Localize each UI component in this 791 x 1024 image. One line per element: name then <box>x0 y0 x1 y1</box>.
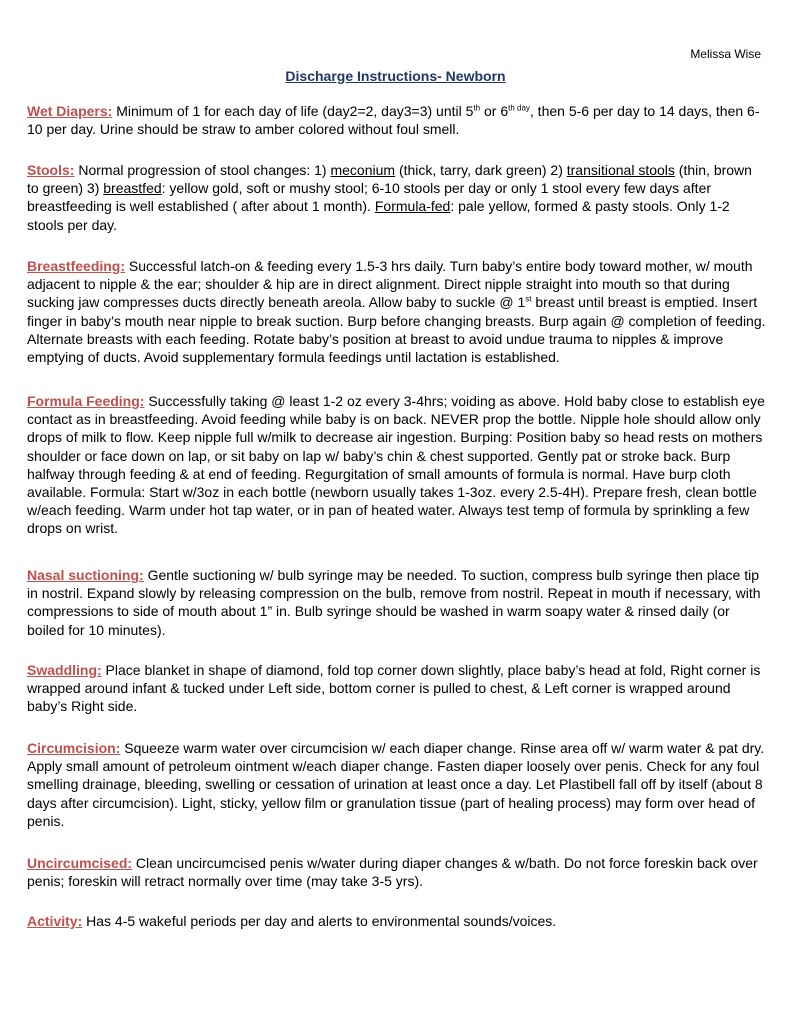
section-swaddling <box>27 661 767 716</box>
section-text: Squeeze warm water over circumcision w/ each diaper change. Rinse area off w/ warm water & pat dry. Apply small amount of petroleum ointment w/each diaper change. Fasten diaper loosely over penis. Check for any foul smelling drainage, bleeding, swelling or cessation of urination at least once a day. Let Plastibell fall off by itself (about 8 days after circumcision). Light, sticky, yellow film or granulation tissue (part of healing process) may form over head of penis. <box>27 740 765 829</box>
section-heading: Wet Diapers: <box>27 103 113 119</box>
section-text: Gentle suctioning w/ bulb syringe may be needed. To suction, compress bulb syringe then place tip in nostril. Expand slowly by releasing compression on the bulb, remove from nostril. Repeat in mouth if necessary, with compressions to side of mouth about 1” in. Bulb syringe should be washed in warm soapy water & rinsed daily (or boiled for 10 minutes). <box>27 567 761 638</box>
section-text: (thick, tarry, dark green) 2) <box>395 162 567 178</box>
section-text: Place blanket in shape of diamond, fold top corner down slightly, place baby’s head at fold, Right corner is wrapped around infant & tucked under Left side, bottom corner is pulled to chest, & Left corner is wrapped around baby’s Right side. <box>27 662 761 715</box>
section-stools <box>27 161 767 234</box>
underlined-term: meconium <box>330 162 396 178</box>
section-activity <box>27 912 767 930</box>
section-text: (thin, brown to green) 3) <box>27 162 752 197</box>
section-heading: Breastfeeding: <box>27 258 126 274</box>
section-heading: Stools: <box>27 162 75 178</box>
superscript: th <box>473 103 481 113</box>
section-heading: Swaddling: <box>27 662 102 678</box>
section-nasal-suctioning <box>27 566 767 639</box>
section-text: Has 4-5 wakeful periods per day and alerts to environmental sounds/voices. <box>82 913 557 929</box>
section-text: Successful latch-on & feeding every 1.5-3 hrs daily. Turn baby’s entire body toward mother, w/ mouth adjacent to nipple & the ear; shoulder & hip are in direct alignment. Direct nipple straight into mouth so that during sucking jaw compresses ducts directly beneath areola. Allow baby to suckle @ 1 <box>27 258 753 311</box>
section-text: : pale yellow, formed & pasty stools. Only 1-2 stools per day. <box>27 198 730 233</box>
page-title: Discharge Instructions- Newborn <box>285 68 506 84</box>
section-breastfeeding <box>27 257 767 366</box>
section-text: Successfully taking @ least 1-2 oz every 3-4hrs; voiding as above. Hold baby close to establish eye contact as in breastfeeding. Avoid feeding while baby is on back. NEVER prop the bottle. Nipple hole should allow only drops of milk to flow. Keep nipple full w/milk to decrease air ingestion. Burping: Position baby so head rests on mothers shoulder or face down on lap, or sit baby on lap w/ baby’s chin & chest supported. Gently pat or stroke back. Burp halfway through feeding & at end of feeding. Regurgitation of small amounts of formula is normal. Have burp cloth available. Formula: Start w/3oz in each bottle (newborn usually takes 1-3oz. every 2.5-4H). Prepare fresh, clean bottle w/each feeding. Warm under hot tap water, or in pan of heated water. Always test temp of formula by sprinkling a few drops on wrist. <box>27 393 765 537</box>
section-text: Clean uncircumcised penis w/water during diaper changes & w/bath. Do not force foreskin back over penis; foreskin will retract normally over time (may take 3-5 yrs). <box>27 855 758 890</box>
section-uncircumcised <box>27 854 767 890</box>
section-text: or 6 <box>480 103 509 119</box>
section-wet-diapers <box>27 102 767 138</box>
section-text: Minimum of 1 for each day of life (day2=2, day3=3) until 5 <box>112 103 474 119</box>
author-name: Melissa Wise <box>690 47 761 61</box>
underlined-term: breastfed <box>103 180 162 197</box>
section-heading: Circumcision: <box>27 740 121 756</box>
section-text: Normal progression of stool changes: 1) <box>74 162 331 178</box>
section-text: , then 5-6 per day to 14 days, then 6-10 per day. Urine should be straw to amber colored without foul smell. <box>27 103 760 138</box>
underlined-term: transitional stools <box>566 162 675 178</box>
section-formula-feeding <box>27 392 767 538</box>
section-heading: Activity: <box>27 913 83 929</box>
underlined-term: Formula-fed <box>374 198 451 215</box>
section-heading: Uncircumcised: <box>27 855 133 871</box>
section-heading: Nasal suctioning: <box>27 567 144 583</box>
section-heading: Formula Feeding: <box>27 393 145 409</box>
superscript: st <box>525 294 532 304</box>
superscript: th day <box>508 103 530 113</box>
section-text: : yellow gold, soft or mushy stool; 6-10 stools per day or only 1 stool every few days after breastfeeding is well established ( after about 1 month). <box>27 180 712 215</box>
section-circumcision <box>27 739 767 830</box>
section-text: breast until breast is emptied. Insert finger in baby’s mouth near nipple to break suction. Burp before changing breasts. Burp again @ completion of feeding. Alternate breasts with each feeding. Rotate baby’s position at breast to avoid undue trauma to nipples & improve emptying of ducts. Avoid supplementary formula feedings until lactation is established. <box>27 294 766 366</box>
